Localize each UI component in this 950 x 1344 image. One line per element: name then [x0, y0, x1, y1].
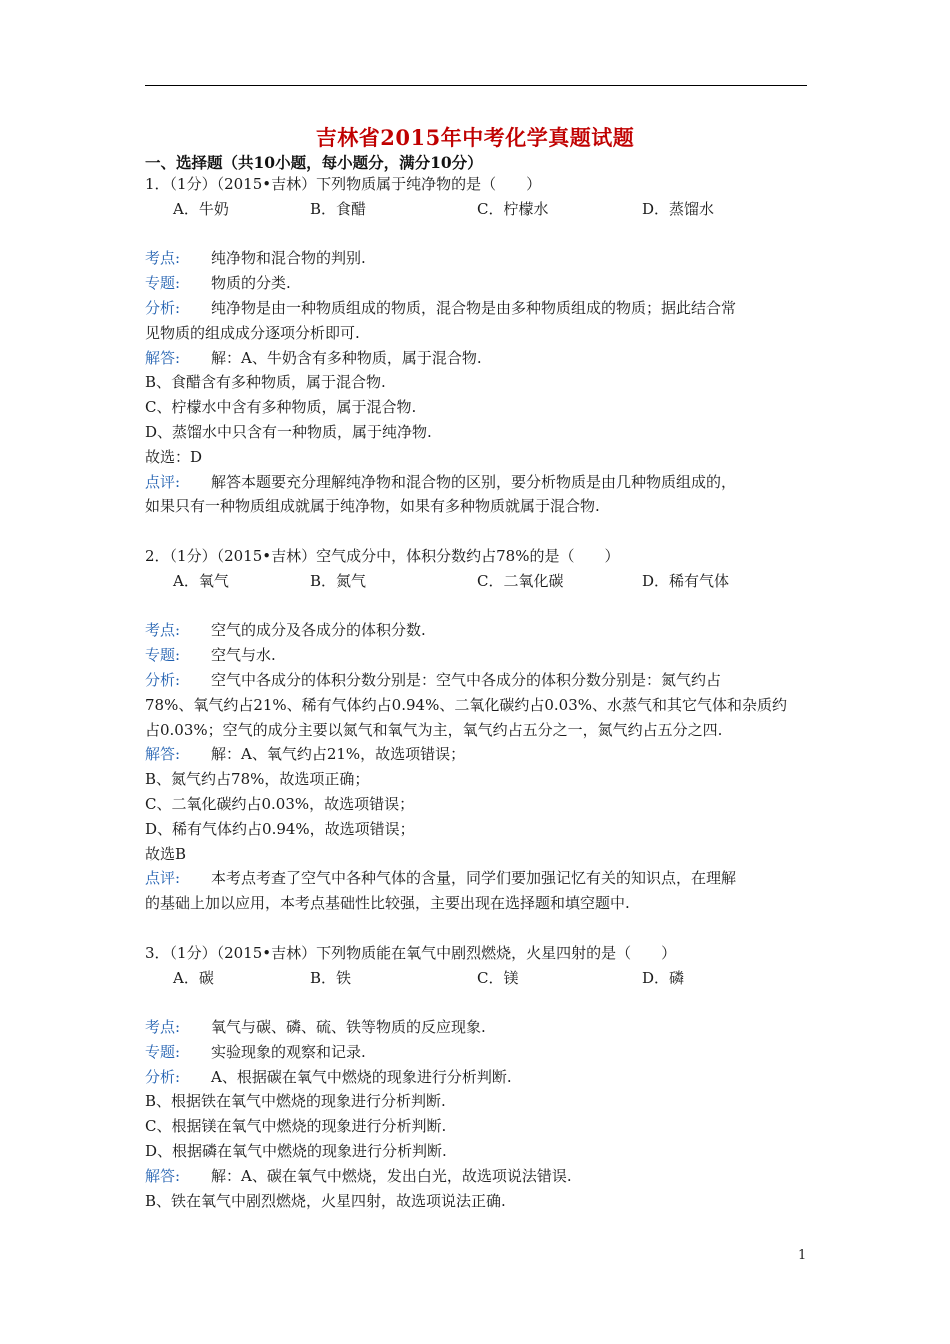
question-2-option-b: B．氮气 [310, 571, 367, 590]
question-2-options [145, 569, 810, 594]
question-1-option-b: B．食醋 [310, 199, 367, 218]
question-3-fenxi-c: C、根据镁在氧气中燃烧的现象进行分析判断. [145, 1117, 447, 1136]
question-1-jieda-text: 解：A、牛奶含有多种物质，属于混合物. [211, 348, 482, 367]
question-3-option-d: D．磷 [642, 968, 685, 987]
question-2-kaodian [145, 618, 810, 643]
question-2-answer: 故选B [145, 844, 187, 863]
question-2-fenxi-text-1: 空气中各成分的体积分数分别是：空气中各成分的体积分数分别是：氮气约占 [211, 670, 722, 689]
question-2-option-a: A．氧气 [173, 571, 229, 590]
zhuanti-label: 专题: [145, 646, 181, 665]
question-1-fenxi-text-1: 纯净物是由一种物质组成的物质，混合物是由多种物质组成的物质；据此结合常 [211, 298, 737, 317]
question-2-dianping-text-1: 本考点考查了空气中各种气体的含量，同学们要加强记忆有关的知识点，在理解 [211, 869, 737, 888]
question-3-jieda [145, 1164, 810, 1189]
question-1-zhuanti [145, 271, 810, 296]
question-3-fenxi-d: D、根据磷在氧气中燃烧的现象进行分析判断. [145, 1142, 447, 1161]
document-title: 吉林省2015年中考化学真题试题 [315, 125, 635, 150]
question-2-stem: 2．（1分）（2015•吉林）空气成分中，体积分数约占78%的是（ ） [145, 546, 620, 565]
question-1-option-d: D．蒸馏水 [642, 199, 715, 218]
jieda-label: 解答: [145, 348, 181, 367]
question-1-dianping-text-1: 解答本题要充分理解纯净物和混合物的区别，要分析物质是由几种物质组成的， [211, 472, 737, 491]
question-1-jieda [145, 346, 810, 371]
question-1-option-a: A．牛奶 [173, 199, 229, 218]
kaodian-label: 考点: [145, 1018, 181, 1037]
jieda-label: 解答: [145, 745, 181, 764]
question-2-fenxi [145, 668, 810, 693]
question-2-option-c: C．二氧化碳 [477, 571, 564, 590]
question-3-option-c: C．镁 [477, 968, 519, 987]
dianping-label: 点评: [145, 869, 181, 888]
question-3-fenxi-b: B、根据铁在氧气中燃烧的现象进行分析判断. [145, 1092, 446, 1111]
question-1-solution-b: B、食醋含有多种物质，属于混合物. [145, 373, 386, 392]
question-1-option-c: C．柠檬水 [477, 199, 549, 218]
question-1-options [145, 197, 810, 222]
question-3-kaodian [145, 1015, 810, 1040]
jieda-label: 解答: [145, 1166, 181, 1185]
question-1-answer: 故选：D [145, 447, 203, 466]
question-2-fenxi-cont-2: 占0.03%；空气的成分主要以氮气和氧气为主，氧气约占五分之一，氮气约占五分之四. [145, 720, 723, 739]
question-3-kaodian-text: 氧气与碳、磷、硫、铁等物质的反应现象. [211, 1018, 486, 1037]
question-1-stem: 1．（1分）（2015•吉林）下列物质属于纯净物的是（ ） [145, 175, 542, 193]
fenxi-label: 分析: [145, 1067, 181, 1086]
question-1-fenxi-cont: 见物质的组成成分逐项分析即可. [145, 323, 360, 342]
zhuanti-label: 专题: [145, 1042, 181, 1061]
kaodian-label: 考点: [145, 249, 181, 268]
section-heading: 一、选择题（共10小题，每小题分，满分10分） [145, 153, 483, 172]
kaodian-label: 考点: [145, 621, 181, 640]
question-3-option-b: B．铁 [310, 968, 352, 987]
question-2-dianping-cont: 的基础上加以应用，本考点基础性比较强，主要出现在选择题和填空题中. [145, 894, 630, 913]
page-number: 1 [798, 1248, 807, 1263]
question-2-zhuanti-text: 空气与水. [211, 646, 276, 665]
question-2-jieda [145, 742, 810, 767]
question-2-jieda-text: 解：A、氧气约占21%，故选项错误； [211, 745, 466, 764]
header-rule [145, 85, 807, 86]
question-3-option-a: A．碳 [173, 968, 214, 987]
question-2-solution-b: B、氮气约占78%，故选项正确； [145, 770, 370, 789]
questions-body [145, 172, 810, 1213]
question-2-solution-c: C、二氧化碳约占0.03%，故选项错误； [145, 794, 415, 813]
question-1-dianping-cont: 如果只有一种物质组成就属于纯净物，如果有多种物质就属于混合物. [145, 497, 600, 516]
question-3-stem: 3．（1分）（2015•吉林）下列物质能在氧气中剧烈燃烧，火星四射的是（ ） [145, 943, 677, 962]
question-1-zhuanti-text: 物质的分类. [211, 274, 291, 293]
question-2-zhuanti [145, 643, 810, 668]
question-1-solution-c: C、柠檬水中含有多种物质，属于混合物. [145, 398, 417, 417]
question-1-fenxi [145, 296, 810, 321]
question-3-zhuanti-text: 实验现象的观察和记录. [211, 1042, 366, 1061]
question-2-kaodian-text: 空气的成分及各成分的体积分数. [211, 621, 426, 640]
question-2-fenxi-cont-1: 78%、氧气约占21%、稀有气体约占0.94%、二氧化碳约占0.03%、水蒸气和其它气体和杂质约 [145, 695, 787, 714]
question-2-option-d: D．稀有气体 [642, 571, 730, 590]
question-3-fenxi [145, 1065, 810, 1090]
question-1-dianping [145, 470, 810, 495]
question-3-fenxi-text: A、根据碳在氧气中燃烧的现象进行分析判断. [211, 1067, 512, 1086]
fenxi-label: 分析: [145, 670, 181, 689]
question-2-dianping [145, 866, 810, 891]
question-3-zhuanti [145, 1040, 810, 1065]
question-3-jieda-text: 解：A、碳在氧气中燃烧，发出白光，故选项说法错误. [211, 1166, 572, 1185]
question-1-kaodian [145, 246, 810, 271]
question-3-solution-b: B、铁在氧气中剧烈燃烧，火星四射，故选项说法正确. [145, 1191, 506, 1210]
question-3-options [145, 966, 810, 991]
dianping-label: 点评: [145, 472, 181, 491]
question-2-solution-d: D、稀有气体约占0.94%，故选项错误； [145, 819, 415, 838]
fenxi-label: 分析: [145, 298, 181, 317]
question-1-solution-d: D、蒸馏水中只含有一种物质，属于纯净物. [145, 422, 432, 441]
zhuanti-label: 专题: [145, 274, 181, 293]
question-1-kaodian-text: 纯净物和混合物的判别. [211, 249, 366, 268]
